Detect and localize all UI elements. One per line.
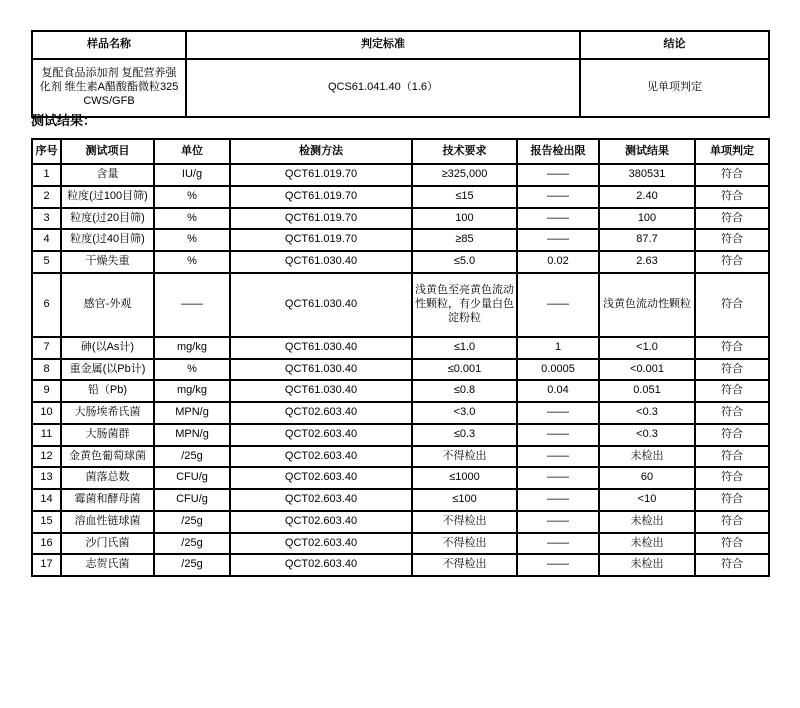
results-cell-method: QCT02.603.40 [230, 424, 412, 446]
results-column-header: 检测方法 [230, 139, 412, 164]
results-cell-item: 菌落总数 [61, 467, 154, 489]
results-cell-limit: 1 [517, 337, 599, 359]
results-cell-result: 0.051 [599, 380, 695, 402]
results-cell-result: 未检出 [599, 511, 695, 533]
results-cell-result: 2.40 [599, 186, 695, 208]
results-cell-item: 感官-外观 [61, 273, 154, 337]
sample-info-table [31, 30, 770, 118]
results-cell-unit: % [154, 359, 230, 381]
results-cell-judge: 符合 [695, 229, 769, 251]
results-cell-no: 7 [32, 337, 61, 359]
results-cell-no: 4 [32, 229, 61, 251]
table-row [32, 380, 769, 402]
results-cell-judge: 符合 [695, 186, 769, 208]
table-row [32, 273, 769, 337]
results-cell-no: 13 [32, 467, 61, 489]
results-cell-no: 16 [32, 533, 61, 555]
results-cell-req: 不得检出 [412, 446, 517, 468]
results-cell-req: ≤5.0 [412, 251, 517, 273]
results-cell-judge: 符合 [695, 359, 769, 381]
results-cell-judge: 符合 [695, 273, 769, 337]
section-title: 测试结果： [31, 113, 97, 128]
results-cell-result: 浅黄色流动性颗粒 [599, 273, 695, 337]
results-cell-method: QCT61.030.40 [230, 337, 412, 359]
results-cell-result: 100 [599, 208, 695, 230]
results-column-header: 测试项目 [61, 139, 154, 164]
results-cell-judge: 符合 [695, 467, 769, 489]
results-cell-no: 1 [32, 164, 61, 186]
table-row [32, 229, 769, 251]
table-row [32, 489, 769, 511]
results-cell-judge: 符合 [695, 337, 769, 359]
sample-info-data-row [32, 59, 769, 117]
results-cell-method: QCT61.030.40 [230, 251, 412, 273]
table-row [32, 511, 769, 533]
results-cell-no: 10 [32, 402, 61, 424]
results-cell-req: 不得检出 [412, 533, 517, 555]
results-cell-req: ≤15 [412, 186, 517, 208]
results-cell-limit: —— [517, 511, 599, 533]
results-cell-unit: /25g [154, 533, 230, 555]
results-cell-judge: 符合 [695, 446, 769, 468]
results-cell-unit: CFU/g [154, 467, 230, 489]
results-cell-judge: 符合 [695, 380, 769, 402]
results-column-header: 单项判定 [695, 139, 769, 164]
results-cell-item: 大肠菌群 [61, 424, 154, 446]
results-cell-unit: CFU/g [154, 489, 230, 511]
results-column-header: 技术要求 [412, 139, 517, 164]
results-cell-result: <0.3 [599, 424, 695, 446]
results-cell-no: 5 [32, 251, 61, 273]
results-cell-no: 8 [32, 359, 61, 381]
results-cell-unit: MPN/g [154, 402, 230, 424]
results-cell-method: QCT02.603.40 [230, 467, 412, 489]
results-cell-method: QCT61.030.40 [230, 273, 412, 337]
results-cell-method: QCT02.603.40 [230, 533, 412, 555]
results-column-header: 序号 [32, 139, 61, 164]
results-cell-limit: —— [517, 489, 599, 511]
table-row [32, 337, 769, 359]
results-cell-req: ≤0.3 [412, 424, 517, 446]
results-cell-result: 87.7 [599, 229, 695, 251]
results-cell-req: 不得检出 [412, 554, 517, 576]
results-cell-req: ≤1.0 [412, 337, 517, 359]
table-row [32, 359, 769, 381]
results-cell-limit: 0.0005 [517, 359, 599, 381]
results-cell-result: <0.001 [599, 359, 695, 381]
results-cell-limit: —— [517, 229, 599, 251]
results-cell-no: 3 [32, 208, 61, 230]
results-cell-limit: 0.02 [517, 251, 599, 273]
results-cell-result: 2.63 [599, 251, 695, 273]
results-cell-method: QCT02.603.40 [230, 489, 412, 511]
results-cell-req: ≥85 [412, 229, 517, 251]
results-cell-req: ≤0.001 [412, 359, 517, 381]
results-cell-result: 未检出 [599, 446, 695, 468]
results-cell-judge: 符合 [695, 251, 769, 273]
results-column-header: 测试结果 [599, 139, 695, 164]
table-row [32, 402, 769, 424]
results-cell-result: <0.3 [599, 402, 695, 424]
results-cell-limit: —— [517, 554, 599, 576]
results-cell-no: 17 [32, 554, 61, 576]
conclusion-header: 结论 [580, 31, 769, 59]
judgment-standard-header: 判定标准 [186, 31, 580, 59]
results-cell-result: 380531 [599, 164, 695, 186]
results-cell-limit: —— [517, 467, 599, 489]
results-cell-unit: MPN/g [154, 424, 230, 446]
results-cell-limit: —— [517, 402, 599, 424]
results-cell-unit: —— [154, 273, 230, 337]
results-cell-method: QCT61.019.70 [230, 164, 412, 186]
results-cell-no: 9 [32, 380, 61, 402]
results-cell-no: 14 [32, 489, 61, 511]
results-table [31, 138, 770, 577]
results-cell-item: 含量 [61, 164, 154, 186]
results-cell-item: 铅（Pb) [61, 380, 154, 402]
sample-name-value: 复配食品添加剂 复配营养强化剂 维生素A醋酸酯微粒325CWS/GFB [32, 59, 186, 117]
results-cell-judge: 符合 [695, 164, 769, 186]
table-row [32, 251, 769, 273]
results-cell-no: 12 [32, 446, 61, 468]
results-cell-method: QCT02.603.40 [230, 446, 412, 468]
results-cell-item: 溶血性链球菌 [61, 511, 154, 533]
results-cell-method: QCT02.603.40 [230, 554, 412, 576]
results-cell-req: 不得检出 [412, 511, 517, 533]
results-column-header: 单位 [154, 139, 230, 164]
results-cell-method: QCT02.603.40 [230, 402, 412, 424]
results-cell-result: 未检出 [599, 554, 695, 576]
table-row [32, 446, 769, 468]
results-cell-unit: IU/g [154, 164, 230, 186]
results-cell-limit: —— [517, 186, 599, 208]
results-cell-method: QCT61.030.40 [230, 359, 412, 381]
results-cell-method: QCT61.019.70 [230, 208, 412, 230]
results-cell-no: 2 [32, 186, 61, 208]
results-cell-judge: 符合 [695, 511, 769, 533]
results-cell-method: QCT61.019.70 [230, 186, 412, 208]
results-cell-unit: % [154, 229, 230, 251]
results-cell-judge: 符合 [695, 554, 769, 576]
results-cell-item: 霉菌和酵母菌 [61, 489, 154, 511]
results-cell-judge: 符合 [695, 208, 769, 230]
results-cell-method: QCT61.030.40 [230, 380, 412, 402]
results-cell-item: 重金属(以Pb计) [61, 359, 154, 381]
results-cell-item: 金黄色葡萄球菌 [61, 446, 154, 468]
results-cell-judge: 符合 [695, 533, 769, 555]
table-row [32, 424, 769, 446]
sample-name-header: 样品名称 [32, 31, 186, 59]
results-cell-item: 粒度(过20目筛) [61, 208, 154, 230]
results-cell-item: 干燥失重 [61, 251, 154, 273]
results-cell-limit: 0.04 [517, 380, 599, 402]
results-cell-unit: mg/kg [154, 380, 230, 402]
judgment-standard-value: QCS61.041.40（1.6） [186, 59, 580, 117]
results-cell-limit: —— [517, 424, 599, 446]
results-cell-result: 60 [599, 467, 695, 489]
results-cell-judge: 符合 [695, 489, 769, 511]
results-cell-judge: 符合 [695, 424, 769, 446]
results-table-body [32, 164, 769, 576]
results-column-header: 报告检出限 [517, 139, 599, 164]
results-cell-judge: 符合 [695, 402, 769, 424]
results-cell-unit: /25g [154, 554, 230, 576]
table-row [32, 208, 769, 230]
results-cell-req: 100 [412, 208, 517, 230]
results-cell-limit: —— [517, 446, 599, 468]
results-cell-req: ≥325,000 [412, 164, 517, 186]
results-cell-no: 6 [32, 273, 61, 337]
results-cell-limit: —— [517, 533, 599, 555]
results-cell-item: 大肠埃希氏菌 [61, 402, 154, 424]
results-cell-req: <3.0 [412, 402, 517, 424]
results-table-header-row [32, 139, 769, 164]
table-row [32, 554, 769, 576]
results-cell-limit: —— [517, 164, 599, 186]
results-cell-req: ≤100 [412, 489, 517, 511]
conclusion-value: 见单项判定 [580, 59, 769, 117]
results-cell-item: 志贺氏菌 [61, 554, 154, 576]
results-cell-limit: —— [517, 273, 599, 337]
results-cell-no: 15 [32, 511, 61, 533]
results-cell-item: 粒度(过40目筛) [61, 229, 154, 251]
results-cell-item: 粒度(过100目筛) [61, 186, 154, 208]
results-cell-item: 砷(以As计) [61, 337, 154, 359]
sample-info-header-row [32, 31, 769, 59]
results-cell-result: <10 [599, 489, 695, 511]
results-cell-unit: % [154, 208, 230, 230]
results-cell-req: ≤0.8 [412, 380, 517, 402]
results-cell-result: <1.0 [599, 337, 695, 359]
results-cell-unit: % [154, 251, 230, 273]
results-cell-method: QCT02.603.40 [230, 511, 412, 533]
table-row [32, 467, 769, 489]
table-row [32, 164, 769, 186]
results-cell-unit: /25g [154, 446, 230, 468]
table-row [32, 186, 769, 208]
results-cell-unit: mg/kg [154, 337, 230, 359]
results-cell-unit: % [154, 186, 230, 208]
results-cell-result: 未检出 [599, 533, 695, 555]
results-cell-method: QCT61.019.70 [230, 229, 412, 251]
results-cell-unit: /25g [154, 511, 230, 533]
results-cell-limit: —— [517, 208, 599, 230]
results-cell-no: 11 [32, 424, 61, 446]
results-cell-item: 沙门氏菌 [61, 533, 154, 555]
results-cell-req: 浅黄色至亮黄色流动性颗粒，有少量白色淀粉粒 [412, 273, 517, 337]
results-cell-req: ≤1000 [412, 467, 517, 489]
table-row [32, 533, 769, 555]
